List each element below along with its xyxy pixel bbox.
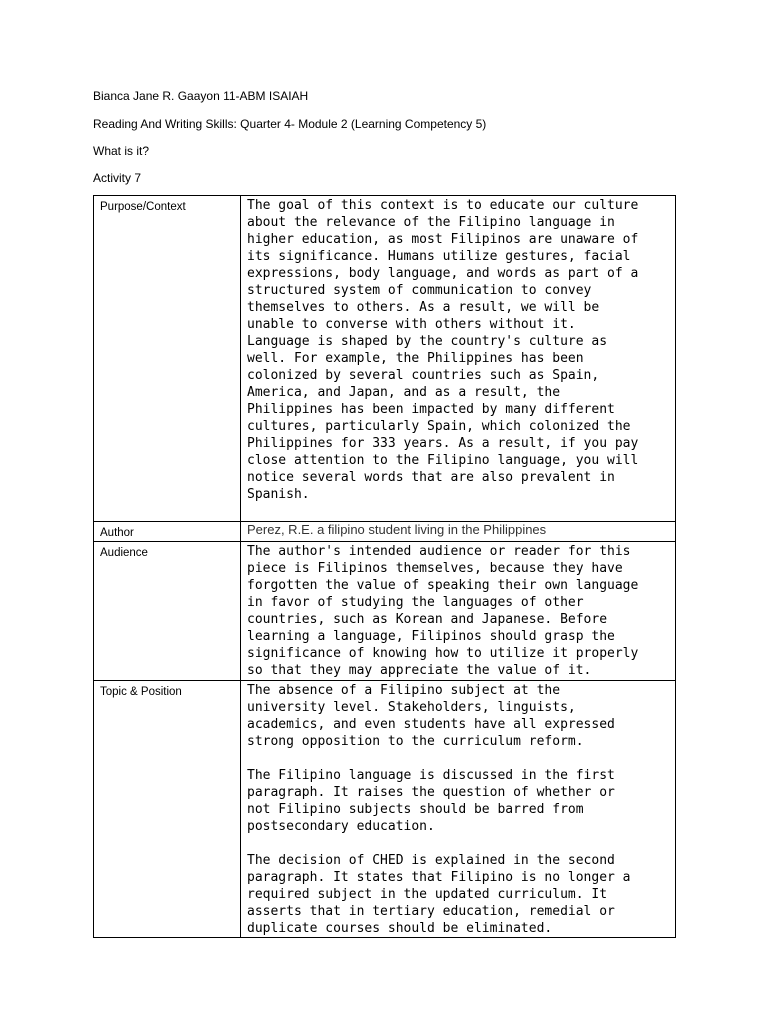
topic-paragraph-1: The absence of a Filipino subject at the university level. Stakeholders, linguists, academics, and even students have all expressed strong opposition to the curriculum reform. xyxy=(247,683,615,749)
section-heading: What is it? xyxy=(93,144,150,158)
table-row-purpose xyxy=(94,196,676,522)
table-row-topic-position xyxy=(94,681,676,938)
course-title-line: Reading And Writing Skills: Quarter 4- Module 2 (Learning Competency 5) xyxy=(93,117,487,131)
activity-heading: Activity 7 xyxy=(93,171,142,185)
row-label-purpose: Purpose/Context xyxy=(94,196,241,522)
author-text: Perez, R.E. a filipino student living in the Philippines xyxy=(247,522,547,537)
row-content-topic-position xyxy=(241,681,676,938)
row-content-author xyxy=(241,522,676,542)
row-label-author: Author xyxy=(94,522,241,542)
topic-paragraph-2: The Filipino language is discussed in the first paragraph. It raises the question of whether or not Filipino subjects should be barred from postsecondary education. xyxy=(247,768,615,834)
row-content-purpose xyxy=(241,196,676,522)
table-row-author xyxy=(94,522,676,542)
table-row-audience xyxy=(94,542,676,681)
row-content-audience xyxy=(241,542,676,681)
student-name-line: Bianca Jane R. Gaayon 11-ABM ISAIAH xyxy=(93,89,309,103)
purpose-paragraph: The goal of this context is to educate our culture about the relevance of the Filipino language in higher education, as most Filipinos are unaware of its significance. Humans utilize gestures, facial expressions, body language, and words as part of a structured system of communication to convey themselves to others. As a result, we will be unable to converse with others without it. Language is shaped by the country's culture as well. For example, the Philippines has been colonized by several countries such as Spain, America, and Japan, and as a result, the Philippines has been impacted by many different cultures, particularly Spain, which colonized the Philippines for 333 years. As a result, if you pay close attention to the Filipino language, you will notice several words that are also prevalent in Spanish. xyxy=(247,198,639,502)
row-label-audience: Audience xyxy=(94,542,241,681)
audience-paragraph: The author's intended audience or reader for this piece is Filipinos themselves, because they have forgotten the value of speaking their own language in favor of studying the languages of other countries, such as Korean and Japanese. Before learning a language, Filipinos should grasp the significance of knowing how to utilize it properly so that they may appreciate the value of it. xyxy=(247,544,639,678)
analysis-table xyxy=(93,195,676,938)
topic-paragraph-3: The decision of CHED is explained in the second paragraph. It states that Filipino is no longer a required subject in the updated curriculum. It asserts that in tertiary education, remedial or duplicate courses should be eliminated. xyxy=(247,853,631,936)
row-label-topic-position: Topic & Position xyxy=(94,681,241,938)
